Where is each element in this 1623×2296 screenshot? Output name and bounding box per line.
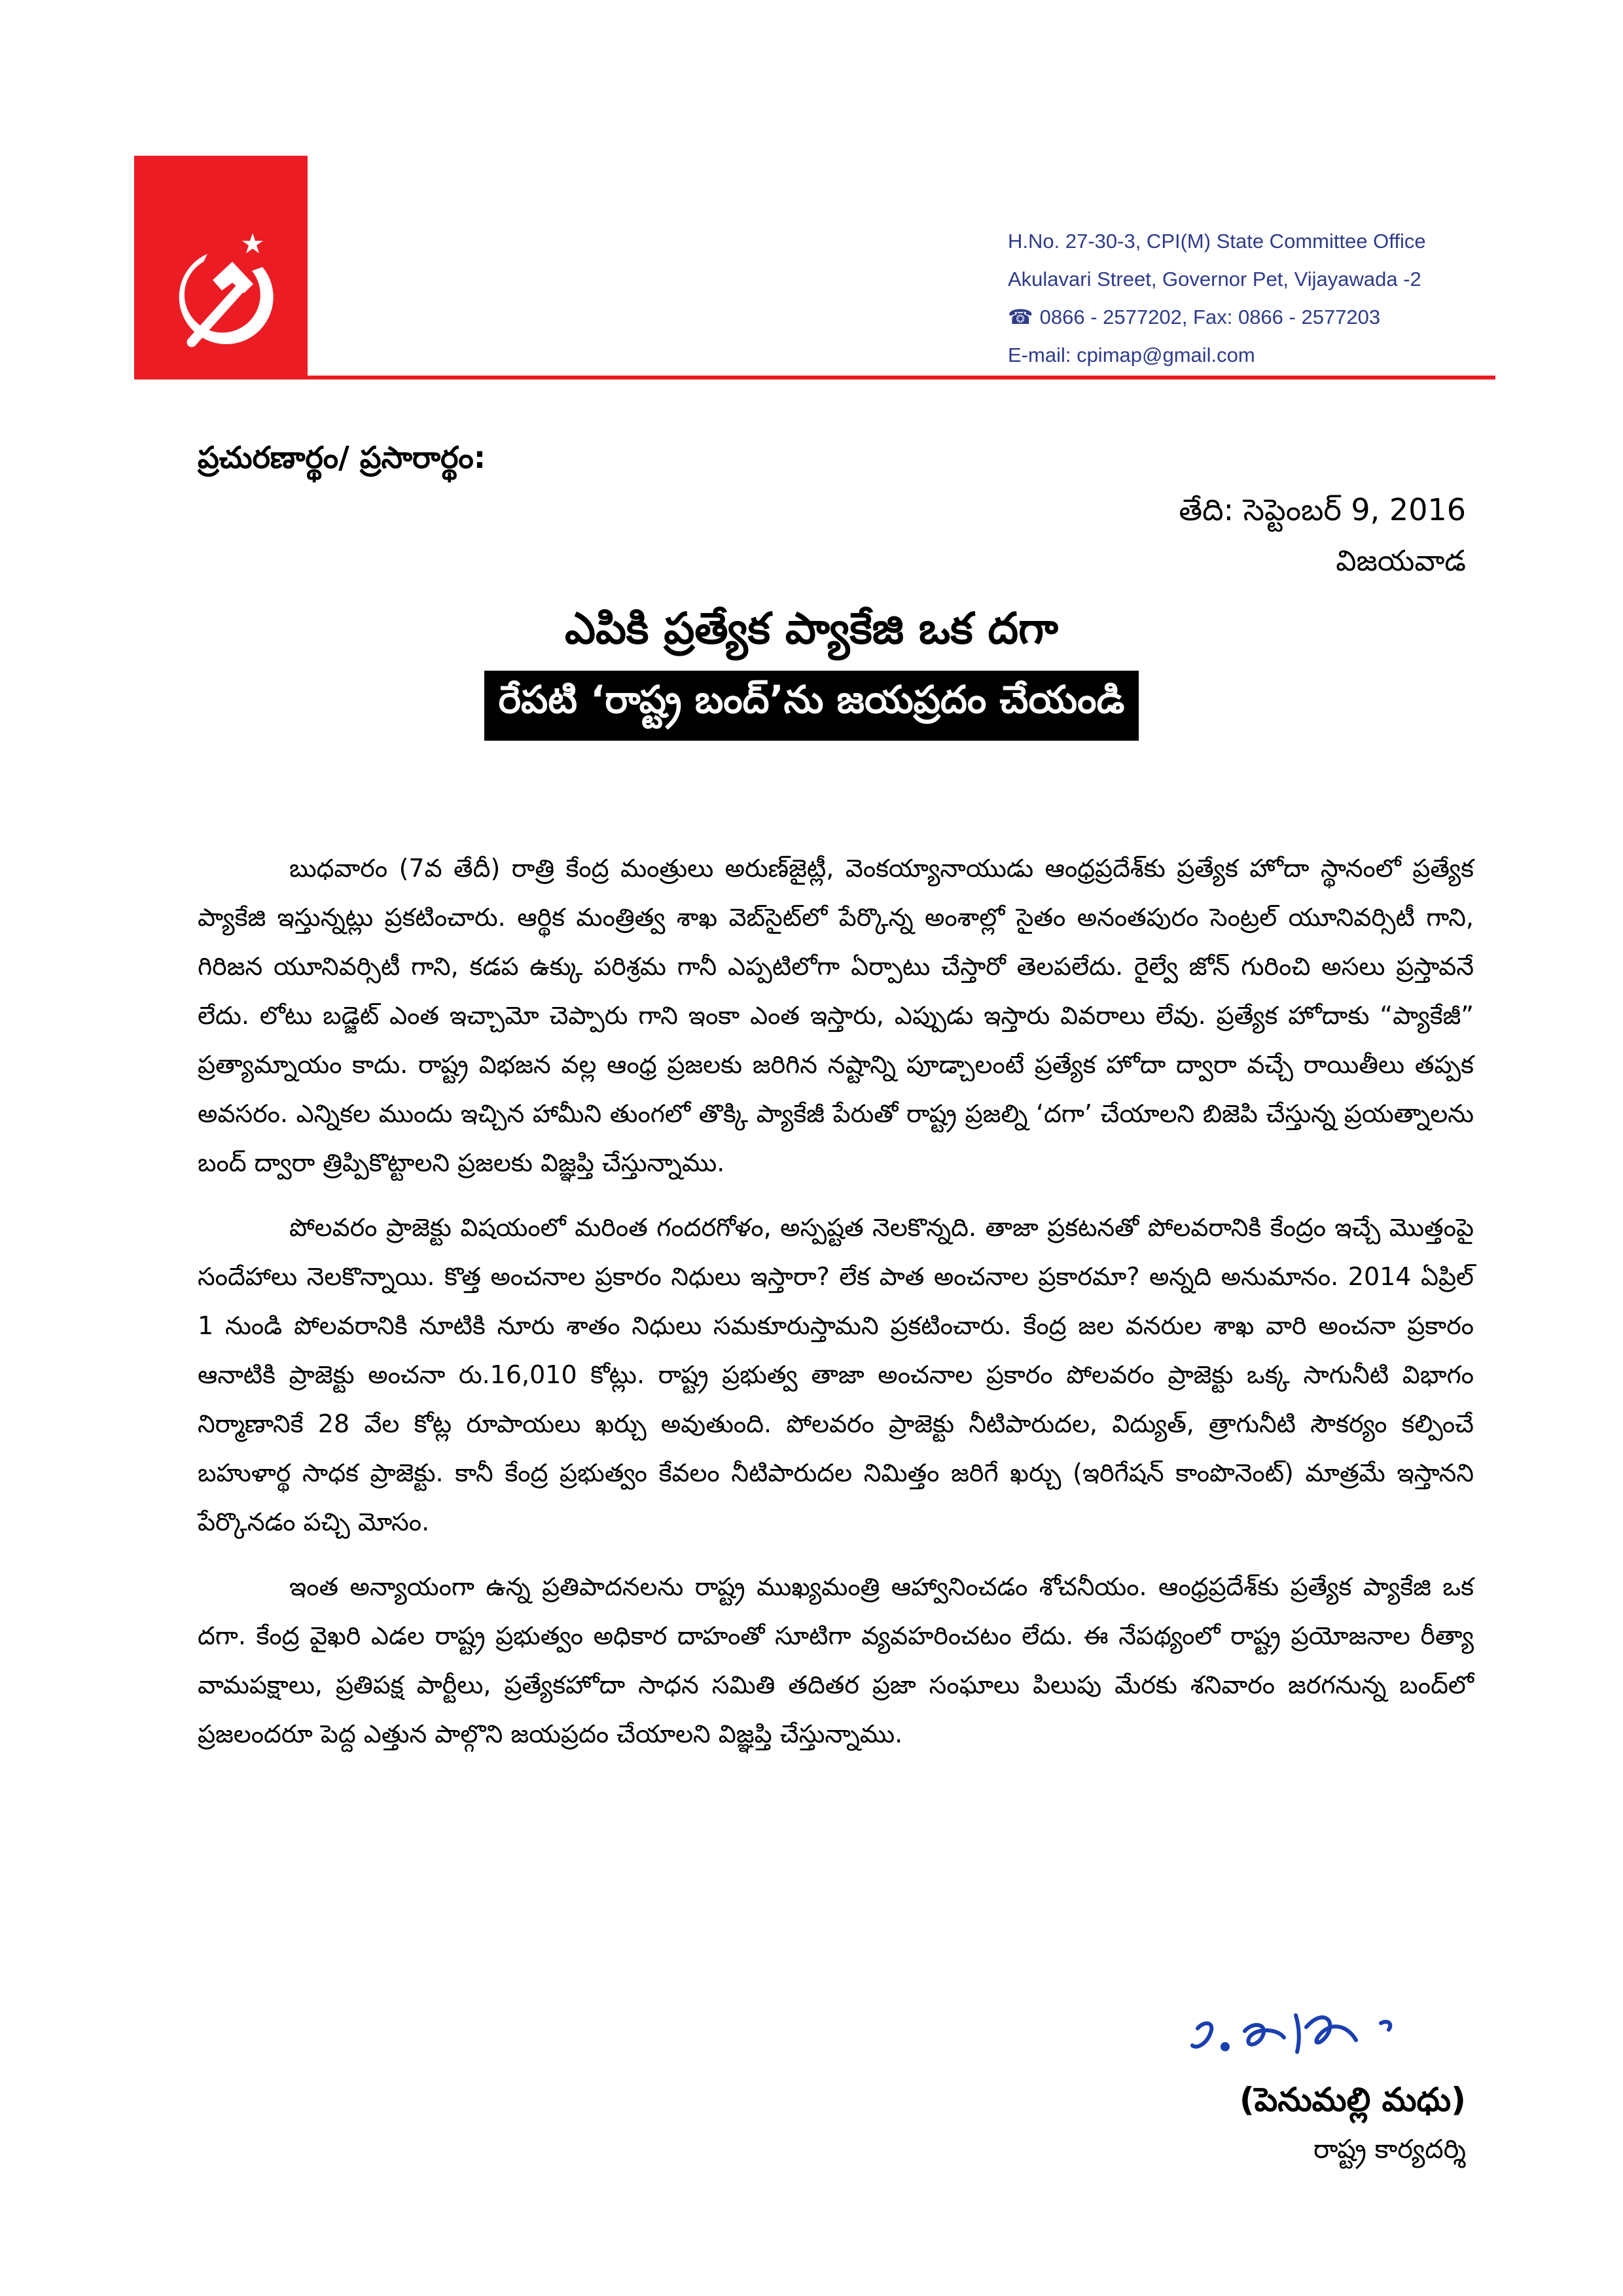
date-line: తేది: సెప్టెంబర్ 9, 2016 <box>1179 492 1466 527</box>
body-paragraph-2: పోలవరం ప్రాజెక్టు విషయంలో మరింత గందరగోళం, అస్పష్టత నెలకొన్నది. తాజా ప్రకటనతో పోలవరానికి కేంద్రం ఇచ్చే మొత్తంపై సందేహాలు నెలకొన్నాయి. కొత్త అంచనాల ప్రకారం నిధులు ఇస్తారా? లేక పాత అంచనాల ప్రకారమా? అన్నది అనుమానం. 2014 ఏప్రిల్ 1 నుండి పోలవరానికి నూటికి నూరు శాతం నిధులు సమకూరుస్తామని ప్రకటించారు. కేంద్ర జల వనరుల శాఖ వారి అంచనా ప్రకారం ఆనాటికి ప్రాజెక్టు అంచనా రు.16,010 కోట్లు. రాష్ట్ర ప్రభుత్వ తాజా అంచనాల ప్రకారం పోలవరం ప్రాజెక్టు ఒక్క సాగునీటి విభాగం నిర్మాణానికే 28 వేల కోట్ల రూపాయలు ఖర్చు అవుతుంది. పోలవరం ప్రాజెక్టు నీటిపారుదల, విద్యుత్, త్రాగునీటి సౌకర్యం కల్పించే బహుళార్థ సాధక ప్రాజెక్టు. కానీ కేంద్ర ప్రభుత్వం కేవలం నీటిపారుదల నిమిత్తం జరిగే ఖర్చు (ఇరిగేషన్ కాంపొనెంట్) మాత్రమే ఇస్తానని పేర్కొనడం పచ్చి మోసం. <box>198 1213 1474 1536</box>
phone-fax-numbers: 0866 - 2577202, Fax: 0866 - 2577203 <box>1039 306 1381 328</box>
header-divider <box>134 376 1495 380</box>
body-paragraph-3: ఇంత అన్యాయంగా ఉన్న ప్రతిపాదనలను రాష్ట్ర ముఖ్యమంత్రి ఆహ్వానించడం శోచనీయం. ఆంధ్రప్రదేశ్‌కు ప్రత్యేక ప్యాకేజి ఒక దగా. కేంద్ర వైఖరి ఎడల రాష్ట్ర ప్రభుత్వం అధికార దాహంతో సూటిగా వ్యవహరించటం లేదు. ఈ నేపథ్యంలో రాష్ట్ర ప్రయోజనాల రీత్యా వామపక్షాలు, ప్రతిపక్ష పార్టీలు, ప్రత్యేకహోదా సాధన సమితి తదితర ప్రజా సంఘాలు పిలుపు మేరకు శనివారం జరగనున్న బంద్‌లో ప్రజలందరూ పెద్ద ఎత్తున పాల్గొని జయప్రదం చేయాలని విజ్ఞప్తి చేస్తున్నాము. <box>198 1572 1474 1748</box>
party-logo <box>134 156 308 378</box>
handwritten-signature <box>1185 1989 1479 2074</box>
subheadline: రేపటి ‘రాష్ట్ర బంద్’ను జయప్రదం చేయండి <box>484 671 1139 741</box>
email-line: E-mail: cpimap@gmail.com <box>1008 344 1255 366</box>
address-block <box>1008 222 1571 374</box>
phone-line <box>1008 298 1571 336</box>
release-label: ప్రచురణార్థం/ ప్రసారార్థం: <box>198 440 486 475</box>
phone-icon: ☎ <box>1008 306 1033 328</box>
subheadline-wrapper <box>0 671 1623 741</box>
body-text <box>198 844 1474 1775</box>
signatory-title: రాష్ట్ర కార్యదర్శి <box>1313 2134 1466 2164</box>
place-line: విజయవాడ <box>1336 544 1466 578</box>
signatory-name: (పెనుమల్లి మధు) <box>1239 2081 1466 2119</box>
body-paragraph-1: బుధవారం (7వ తేదీ) రాత్రి కేంద్ర మంత్రులు అరుణ్‌జైట్లీ, వెంకయ్యానాయుడు ఆంధ్రప్రదేశ్‌కు ప్రత్యేక హోదా స్థానంలో ప్రత్యేక ప్యాకేజి ఇస్తున్నట్లు ప్రకటించారు. ఆర్థిక మంత్రిత్వ శాఖ వెబ్‌సైట్‌లో పేర్కొన్న అంశాల్లో సైతం అనంతపురం సెంట్రల్ యూనివర్సిటీ గాని, గిరిజన యూనివర్సిటీ గాని, కడప ఉక్కు పరిశ్రమ గానీ ఎప్పటిలోగా ఏర్పాటు చేస్తారో తెలపలేదు. రైల్వే జోన్ గురించి అసలు ప్రస్తావనే లేదు. లోటు బడ్జెట్ ఎంత ఇచ్చామో చెప్పారు గాని ఇంకా ఎంత ఇస్తారు, ఎప్పుడు ఇస్తారు వివరాలు లేవు. ప్రత్యేక హోదాకు “ప్యాకేజీ” ప్రత్యామ్నాయం కాదు. రాష్ట్ర విభజన వల్ల ఆంధ్ర ప్రజలకు జరిగిన నష్టాన్ని పూడ్చాలంటే ప్రత్యేక హోదా ద్వారా వచ్చే రాయితీలు తప్పక అవసరం. ఎన్నికల ముందు ఇచ్చిన హామీని తుంగలో తొక్కి ప్యాకేజీ పేరుతో రాష్ట్ర ప్రజల్ని ‘దగా’ చేయాలని బిజెపి చేస్తున్న ప్రయత్నాలను బంద్ ద్వారా త్రిప్పికొట్టాలని ప్రజలకు విజ్ఞప్తి చేస్తున్నాము. <box>198 854 1474 1177</box>
hammer-sickle-star-icon <box>134 156 308 378</box>
headline: ఎపికి ప్రత్యేక ప్యాకేజి ఒక దగా <box>565 603 1058 654</box>
address-line-street: Akulavari Street, Governor Pet, Vijayawada -2 <box>1008 268 1421 291</box>
address-line-office: H.No. 27-30-3, CPI(M) State Committee Office <box>1008 230 1426 253</box>
